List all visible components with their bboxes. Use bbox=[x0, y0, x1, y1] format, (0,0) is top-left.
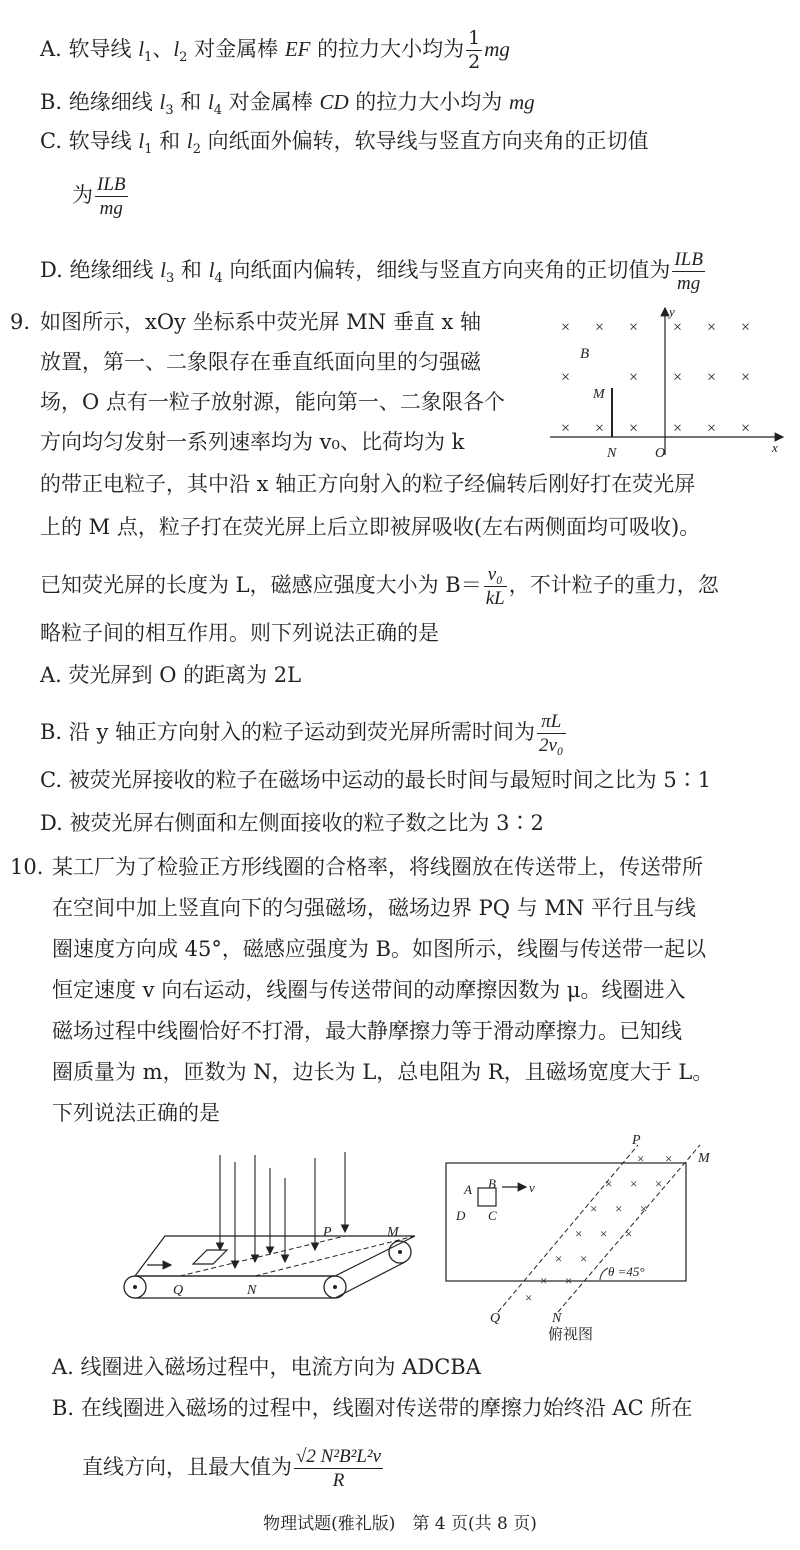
svg-text:×: × bbox=[595, 319, 605, 336]
q9-option-d: D. 被荧光屏右侧面和左侧面接收的粒子数之比为 3∶2 bbox=[40, 811, 544, 835]
q9-stem-line: 略粒子间的相互作用。则下列说法正确的是 bbox=[40, 621, 439, 645]
belt-surface bbox=[135, 1236, 415, 1276]
q9-stem-line: 方向均匀发射一系列速率均为 v₀、比荷均为 k bbox=[40, 430, 465, 454]
q10-option-b-line2: 直线方向，且最大值为 $\frac{\text{√2 N²B²L²v}}{R}$ bbox=[82, 1446, 382, 1491]
q9-stem-line: 场，O 点有一粒子放射源，能向第一、二象限各个 bbox=[40, 390, 505, 414]
origin-label: O bbox=[655, 446, 666, 460]
svg-text:×: × bbox=[561, 420, 571, 437]
svg-text:v: v bbox=[529, 1180, 535, 1195]
svg-text:×: × bbox=[630, 1176, 638, 1191]
q8-option-c: C. 软导线 $l_1$ 和 $l_2$ 向纸面外偏转，软导线与竖直方向夹角的正切值 bbox=[40, 129, 649, 158]
coil bbox=[193, 1250, 227, 1264]
svg-text:×: × bbox=[673, 319, 683, 336]
svg-text:B: B bbox=[488, 1176, 496, 1191]
left-fig-n-label: N bbox=[247, 1283, 257, 1298]
q10-stem-line: 圈速度方向成 45°，磁感应强度为 B。如图所示，线圈与传送带一起以 bbox=[52, 937, 707, 961]
fraction: $\frac{1}{2}$ bbox=[468, 27, 481, 73]
svg-text:×: × bbox=[575, 1226, 583, 1241]
left-fig-p-label: P bbox=[323, 1225, 332, 1240]
q10-stem-line: 圈质量为 m，匝数为 N，边长为 L，总电阻为 R，且磁场宽度大于 L。 bbox=[52, 1060, 714, 1084]
q10-option-b: B. 在线圈进入磁场的过程中，线圈对传送带的摩擦力始终沿 AC 所在 bbox=[52, 1396, 693, 1420]
svg-text:×: × bbox=[615, 1201, 623, 1216]
q9-coordinate-figure bbox=[545, 300, 790, 460]
question-9-number: 9. bbox=[10, 310, 31, 334]
q9-option-b: B. 沿 y 轴正方向射入的粒子运动到荧光屏所需时间为 $\frac{\pi L}{\text{2v₀}}$ bbox=[40, 711, 564, 756]
q8-option-d: D. 绝缘细线 $l_3$ 和 $l_4$ 向纸面内偏转，细线与竖直方向夹角的正切值为 $\frac{\text{ILB}}{mg}$ bbox=[40, 249, 703, 294]
y-axis-label: y bbox=[669, 304, 675, 319]
svg-text:×: × bbox=[605, 1176, 613, 1191]
q8-option-c-line2: 为 $\frac{\text{ILB}}{mg}$ bbox=[72, 174, 126, 219]
point-m-label: M bbox=[593, 387, 605, 402]
q9-stem-line: 的带正电粒子，其中沿 x 轴正方向射入的粒子经偏转后刚好打在荧光屏 bbox=[40, 472, 696, 496]
q9-option-c: C. 被荧光屏接收的粒子在磁场中运动的最长时间与最短时间之比为 5∶1 bbox=[40, 768, 712, 792]
svg-text:×: × bbox=[741, 420, 751, 437]
svg-text:A: A bbox=[464, 1182, 472, 1197]
svg-text:Q: Q bbox=[490, 1311, 501, 1326]
svg-text:×: × bbox=[561, 319, 571, 336]
q9-option-a: A. 荧光屏到 O 的距离为 2L bbox=[40, 663, 302, 687]
svg-text:×: × bbox=[673, 420, 683, 437]
q10-conveyor-figure bbox=[115, 1150, 415, 1310]
left-fig-q-label: Q bbox=[173, 1283, 184, 1298]
q10-stem-line: 在空间中加上竖直向下的匀强磁场，磁场边界 PQ 与 MN 平行且与线 bbox=[52, 896, 696, 920]
svg-text:×: × bbox=[625, 1226, 633, 1241]
question-10-number: 10. bbox=[10, 855, 44, 879]
magnetic-field-crosses bbox=[525, 1151, 672, 1305]
svg-text:×: × bbox=[565, 1273, 573, 1288]
point-n-label: N bbox=[607, 446, 617, 460]
svg-text:×: × bbox=[629, 319, 639, 336]
left-fig-m-label: M bbox=[387, 1225, 399, 1240]
q10-stem-line: 下列说法正确的是 bbox=[52, 1101, 220, 1125]
svg-text:×: × bbox=[525, 1290, 533, 1305]
svg-text:N: N bbox=[552, 1311, 562, 1326]
svg-text:×: × bbox=[665, 1151, 673, 1166]
svg-text:×: × bbox=[561, 369, 571, 386]
svg-text:×: × bbox=[540, 1273, 548, 1288]
svg-text:×: × bbox=[590, 1201, 598, 1216]
svg-text:×: × bbox=[640, 1201, 648, 1216]
svg-text:D: D bbox=[456, 1208, 466, 1223]
q9-stem-line: 已知荧光屏的长度为 L，磁感应强度大小为 B＝ $\frac{\text{v₀}}{kL}$ ，不计粒子的重力，忽 bbox=[40, 564, 719, 609]
svg-text:×: × bbox=[629, 420, 639, 437]
svg-text:×: × bbox=[655, 1176, 663, 1191]
svg-text:×: × bbox=[595, 420, 605, 437]
page-footer: 物理试题(雅礼版) 第 4 页(共 8 页) bbox=[263, 1514, 537, 1534]
svg-text:×: × bbox=[673, 369, 683, 386]
svg-text:×: × bbox=[580, 1251, 588, 1266]
q8-option-b: B. 绝缘细线 $l_3$ 和 $l_4$ 对金属棒 CD 的拉力大小均为 mg bbox=[40, 90, 535, 119]
q9-stem-line: 放置，第一、二象限存在垂直纸面向里的匀强磁 bbox=[40, 350, 481, 374]
svg-text:×: × bbox=[707, 319, 717, 336]
svg-text:×: × bbox=[637, 1151, 645, 1166]
svg-text:×: × bbox=[707, 420, 717, 437]
svg-text:C: C bbox=[488, 1208, 497, 1223]
svg-text:×: × bbox=[741, 319, 751, 336]
top-view-caption: 俯视图 bbox=[548, 1327, 594, 1343]
q9-stem-line: 如图所示，xOy 坐标系中荧光屏 MN 垂直 x 轴 bbox=[40, 310, 482, 334]
svg-text:M: M bbox=[698, 1151, 710, 1166]
angle-label: θ =45° bbox=[608, 1264, 645, 1279]
belt-top-view bbox=[446, 1163, 686, 1281]
svg-text:×: × bbox=[555, 1251, 563, 1266]
q10-stem-line: 某工厂为了检验正方形线圈的合格率，将线圈放在传送带上，传送带所 bbox=[52, 855, 703, 879]
field-label: B bbox=[580, 346, 590, 362]
svg-text:×: × bbox=[629, 369, 639, 386]
q10-stem-line: 恒定速度 v 向右运动，线圈与传送带间的动摩擦因数为 μ。线圈进入 bbox=[52, 978, 686, 1002]
q10-option-a: A. 线圈进入磁场过程中，电流方向为 ADCBA bbox=[52, 1355, 481, 1379]
q10-stem-line: 磁场过程中线圈恰好不打滑，最大静摩擦力等于滑动摩擦力。已知线 bbox=[52, 1019, 682, 1043]
q10-top-view-figure bbox=[440, 1130, 715, 1345]
svg-text:×: × bbox=[741, 369, 751, 386]
q9-stem-line: 上的 M 点，粒子打在荧光屏上后立即被屏吸收(左右两侧面均可吸收)。 bbox=[40, 515, 701, 539]
magnetic-field-crosses bbox=[561, 319, 750, 437]
q8-option-a: A. 软导线 $l_1$、$l_2$ 对金属棒 EF 的拉力大小均为 $\frac{1}{2}$ mg bbox=[40, 27, 510, 73]
svg-text:×: × bbox=[707, 369, 717, 386]
x-axis-label: x bbox=[772, 440, 778, 455]
svg-text:×: × bbox=[600, 1226, 608, 1241]
svg-text:P: P bbox=[632, 1133, 641, 1148]
